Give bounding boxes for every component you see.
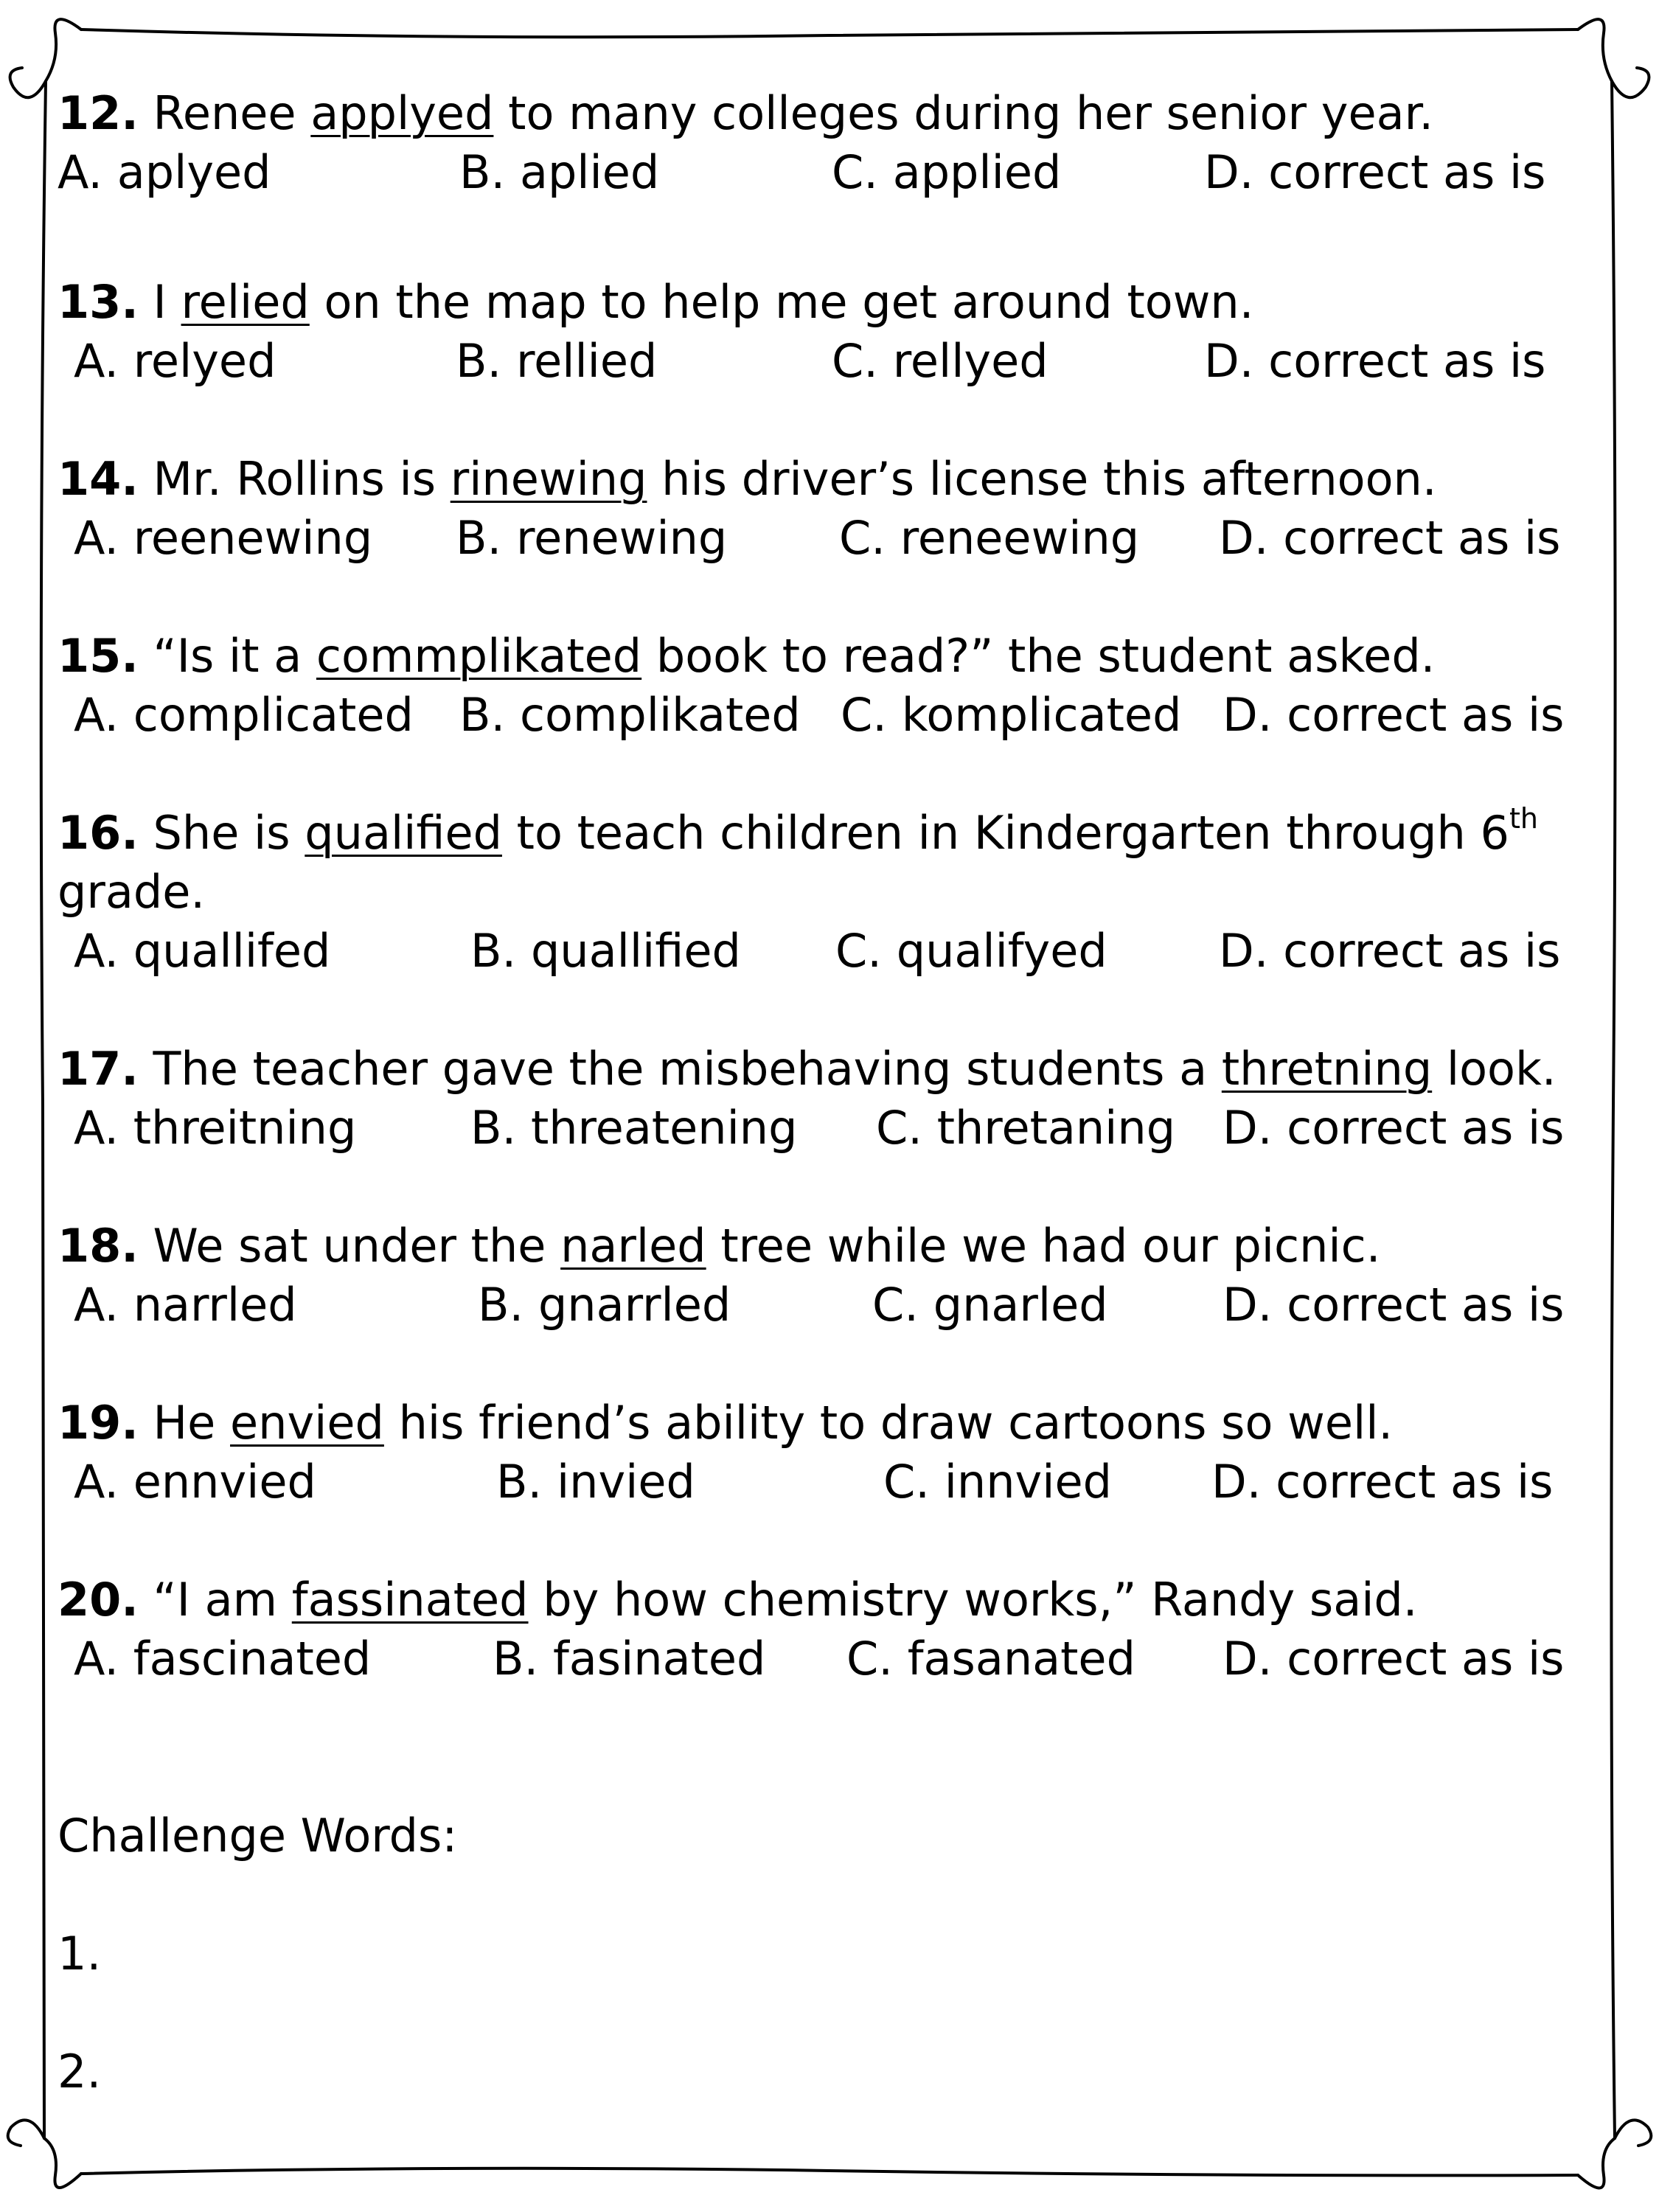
option-a[interactable]: A. fascinated [74, 1632, 372, 1686]
question-19: 19. He envied his friend’s ability to draw cartoons so well. [58, 1396, 1394, 1450]
option-d[interactable]: D. correct as is [1204, 145, 1546, 199]
option-d[interactable]: D. correct as is [1219, 511, 1561, 565]
option-b[interactable]: B. quallified [470, 924, 741, 978]
question-16: 16. She is qualified to teach children in Kindergarten through 6th [58, 802, 1538, 860]
option-a[interactable]: A. narrled [74, 1278, 297, 1332]
challenge-words-heading: Challenge Words: [58, 1809, 458, 1863]
challenge-item-1: 1. [58, 1927, 102, 1980]
option-c[interactable]: C. innvied [883, 1455, 1112, 1509]
question-number: 16. [58, 806, 139, 860]
question-number: 20. [58, 1573, 139, 1627]
option-d[interactable]: D. correct as is [1211, 1455, 1554, 1509]
question-number: 19. [58, 1396, 139, 1450]
question-14: 14. Mr. Rollins is rinewing his driver’s license this afternoon. [58, 452, 1437, 506]
option-c[interactable]: C. rellyed [832, 334, 1048, 388]
option-c[interactable]: C. reneewing [839, 511, 1140, 565]
underlined-word: rinewing [450, 452, 647, 506]
option-b[interactable]: B. rellied [456, 334, 658, 388]
option-a[interactable]: A. relyed [74, 334, 276, 388]
underlined-word: envied [230, 1396, 384, 1450]
option-d[interactable]: D. correct as is [1219, 924, 1561, 978]
underlined-word: qualified [305, 806, 502, 860]
question-number: 12. [58, 86, 139, 140]
question-number: 15. [58, 629, 139, 683]
option-a[interactable]: A. ennvied [74, 1455, 316, 1509]
option-b[interactable]: B. complikated [459, 688, 801, 742]
question-number: 17. [58, 1042, 139, 1096]
question-12: 12. Renee applyed to many colleges during her senior year. [58, 86, 1434, 140]
option-c[interactable]: C. applied [832, 145, 1062, 199]
option-c[interactable]: C. fasanated [846, 1632, 1135, 1686]
option-a[interactable]: A. quallifed [74, 924, 331, 978]
option-a[interactable]: A. threitning [74, 1101, 357, 1155]
question-17: 17. The teacher gave the misbehaving students a thretning look. [58, 1042, 1557, 1096]
option-a[interactable]: A. reenewing [74, 511, 373, 565]
question-number: 18. [58, 1219, 139, 1273]
underlined-word: applyed [310, 86, 494, 140]
challenge-item-2: 2. [58, 2045, 102, 2098]
underlined-word: thretning [1221, 1042, 1433, 1096]
option-d[interactable]: D. correct as is [1204, 334, 1546, 388]
option-b[interactable]: B. invied [496, 1455, 695, 1509]
option-c[interactable]: C. komplicated [841, 688, 1182, 742]
option-d[interactable]: D. correct as is [1222, 1101, 1565, 1155]
option-d[interactable]: D. correct as is [1222, 1632, 1565, 1686]
underlined-word: fassinated [291, 1573, 529, 1627]
option-c[interactable]: C. gnarled [872, 1278, 1108, 1332]
option-b[interactable]: B. aplied [459, 145, 660, 199]
underlined-word: commplikated [316, 629, 642, 683]
option-a[interactable]: A. complicated [74, 688, 414, 742]
question-20: 20. “I am fassinated by how chemistry works,” Randy said. [58, 1573, 1418, 1627]
option-c[interactable]: C. qualifyed [835, 924, 1107, 978]
option-b[interactable]: B. gnarrled [478, 1278, 731, 1332]
underlined-word: narled [560, 1219, 706, 1273]
question-18: 18. We sat under the narled tree while we had our picnic. [58, 1219, 1381, 1273]
underlined-word: relied [181, 275, 310, 329]
question-16-continuation: grade. [58, 865, 206, 919]
option-a[interactable]: A. aplyed [58, 145, 271, 199]
option-b[interactable]: B. threatening [470, 1101, 798, 1155]
question-number: 13. [58, 275, 139, 329]
option-b[interactable]: B. fasinated [493, 1632, 766, 1686]
option-b[interactable]: B. renewing [456, 511, 728, 565]
question-15: 15. “Is it a commplikated book to read?” the student asked. [58, 629, 1436, 683]
option-c[interactable]: C. thretaning [876, 1101, 1176, 1155]
option-d[interactable]: D. correct as is [1222, 688, 1565, 742]
question-13: 13. I relied on the map to help me get around town. [58, 275, 1254, 329]
question-number: 14. [58, 452, 139, 506]
option-d[interactable]: D. correct as is [1222, 1278, 1565, 1332]
